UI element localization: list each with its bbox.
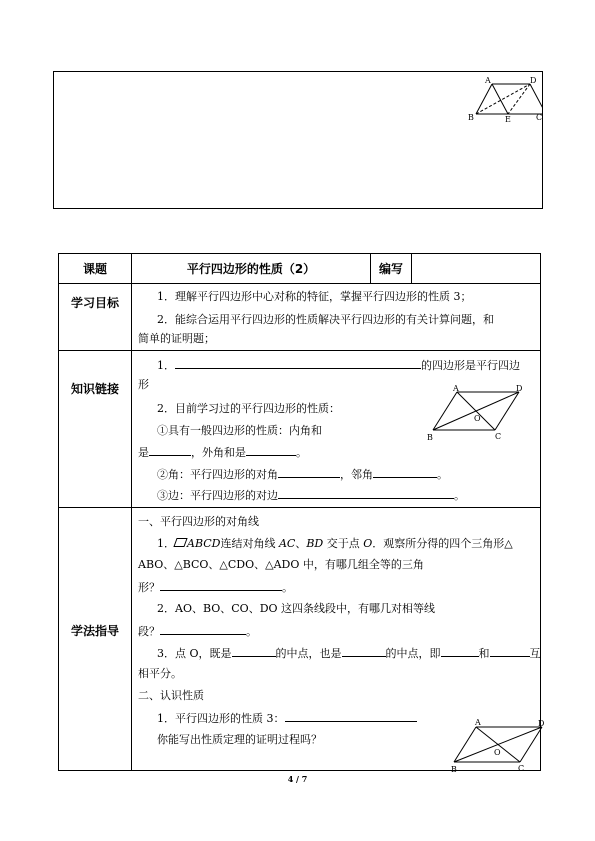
topic-label: 课题 (82, 262, 107, 276)
blank-line (285, 711, 417, 722)
method-q1-line2: ABO、△BCO、△CDO、△ADO 中，有哪几组全等的三角 (138, 558, 424, 571)
blank-line (490, 646, 530, 657)
parallelogram-figure-bottom (446, 716, 546, 774)
method-q2-line1: 2．AO、BO、CO、DO 这四条线段中，有哪几对相等线 (157, 602, 436, 615)
link-q1: 1． 的四边形是平行四边 (157, 359, 520, 372)
label-A: A (475, 718, 481, 727)
link-q2c: ③边：平行四边形的对边 。 (157, 489, 465, 502)
label-D: D (530, 76, 537, 85)
blank-line (160, 580, 282, 591)
blank-line (160, 624, 246, 635)
method-q1-line3: 形？ 。 (138, 581, 293, 594)
blank-line (373, 467, 437, 478)
page-number: 4 / 7 (287, 774, 308, 784)
blank-line (441, 646, 479, 657)
label-E: E (505, 115, 511, 122)
author-value (412, 254, 540, 283)
label-D: D (516, 384, 523, 393)
method-q2-line2: 段？ 。 (138, 625, 257, 638)
label-B: B (427, 433, 433, 442)
method-q3-line2: 相平分。 (138, 667, 182, 680)
method-section-1: 一、平行四边形的对角线 (138, 515, 259, 528)
topic-title: 平行四边形的性质（2） (186, 262, 316, 276)
link-q2a-line2: 是 ，外角和是 。 (138, 446, 307, 459)
method-label: 学法指导 (70, 623, 119, 638)
label-B: B (468, 113, 474, 122)
method-property-line: 1．平行四边形的性质 3： (157, 711, 417, 726)
link-q2a-line1: ①具有一般四边形的性质：内角和 (157, 424, 322, 437)
parallelogram-symbol-icon (173, 538, 187, 547)
parallelogram-figure-mid (421, 384, 531, 444)
link-q2: 2．目前学习过的平行四边形的性质： (157, 402, 340, 415)
blank-line (278, 488, 454, 499)
goal-item-2b: 简单的证明题； (138, 332, 215, 345)
label-A: A (485, 76, 491, 85)
label-C: C (495, 432, 502, 441)
method-q3-line1: 3．点 O，既是 的中点，也是 的中点，即 和 互 (157, 647, 541, 660)
link-q1-wrap: 形 (138, 378, 149, 391)
goals-label: 学习目标 (70, 295, 119, 310)
blank-line (342, 646, 386, 657)
label-O: O (474, 414, 481, 423)
label-D: D (538, 719, 545, 728)
label-C: C (518, 764, 525, 773)
links-label: 知识链接 (70, 381, 119, 396)
blank-line (175, 358, 421, 369)
label-C: C (536, 113, 542, 122)
link-q2b: ②角：平行四边形的对角 ，邻角 。 (157, 468, 448, 481)
label-A: A (453, 384, 459, 393)
blank-line (149, 445, 191, 456)
method-section-2: 二、认识性质 (138, 689, 204, 702)
author-label: 编写 (378, 262, 403, 276)
method-proof-question: 你能写出性质定理的证明过程吗？ (157, 733, 322, 746)
blank-line (232, 646, 276, 657)
method-q1-line1: 1． ABCD连结对角线 AC、BD 交于点 O．观察所分得的四个三角形△ (157, 537, 513, 550)
top-figure-box (53, 71, 543, 209)
blank-line (278, 467, 340, 478)
label-B: B (451, 765, 457, 774)
goal-item-1: 1．理解平行四边形中心对称的特征，掌握平行四边形的性质 3； (157, 290, 472, 303)
blank-line (246, 445, 296, 456)
label-O: O (494, 748, 501, 757)
lesson-table (58, 253, 541, 771)
goal-item-2a: 2．能综合运用平行四边形的性质解决平行四边形的有关计算问题，和 (157, 313, 494, 326)
parallelogram-figure-top (468, 74, 542, 122)
